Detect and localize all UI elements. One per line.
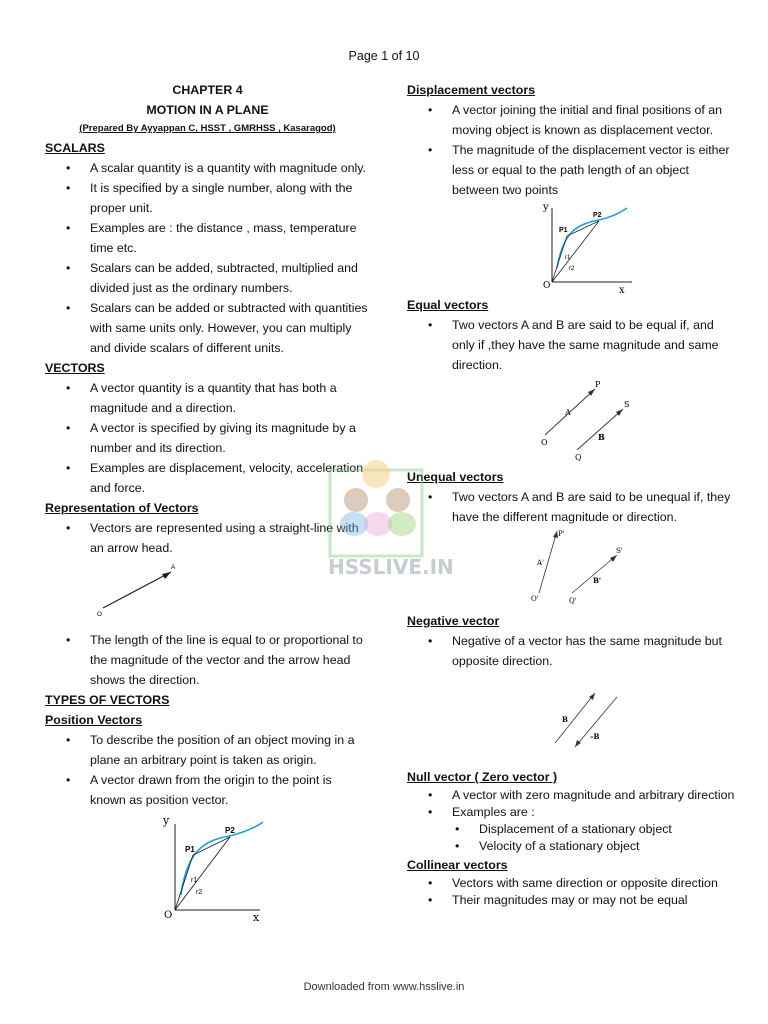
- unequal-vectors-figure: [407, 527, 737, 611]
- scalars-list: [45, 158, 370, 358]
- list-item: • Two vectors A and B are said to be unequal if, they have the different magnitude or direction.: [452, 487, 737, 527]
- fig-label-p: P': [558, 530, 565, 538]
- position-vectors-heading: Position Vectors: [45, 713, 143, 727]
- list-item: • Two vectors A and B are said to be equal if, and only if ,they have the same magnitude and same direction.: [452, 315, 737, 375]
- negative-vector-heading: Negative vector: [407, 614, 500, 628]
- fig-label-b: B': [593, 576, 602, 585]
- equal-vectors-figure: [407, 375, 737, 467]
- chapter-label: CHAPTER 4: [172, 83, 243, 97]
- fig-label-a: A': [537, 559, 544, 567]
- fig-p1: P1: [559, 227, 568, 234]
- list-item: • Examples are :: [452, 804, 737, 821]
- vector-arrow-figure: [45, 558, 370, 630]
- vectors-list: [45, 378, 370, 498]
- list-item: • A vector drawn from the origin to the point is known as position vector.: [90, 770, 370, 810]
- fig-label-end: A: [171, 564, 176, 571]
- fig-axis-y: y: [163, 814, 170, 827]
- fig-origin: O: [164, 910, 173, 921]
- list-item: • Velocity of a stationary object: [479, 838, 737, 855]
- equal-vectors-heading: Equal vectors: [407, 298, 489, 312]
- list-item: • Vectors with same direction or opposite direction: [452, 875, 737, 892]
- null-vector-examples: [407, 821, 737, 855]
- fig-label-origin: O: [97, 611, 103, 618]
- vectors-heading: VECTORS: [45, 361, 105, 375]
- unequal-vectors-list: [407, 487, 737, 527]
- list-item: • A vector quantity is a quantity that has both a magnitude and a direction.: [90, 378, 370, 418]
- fig-label-b: B: [562, 715, 568, 724]
- fig-label-q: Q': [569, 597, 577, 605]
- fig-label-o: O: [541, 438, 548, 447]
- fig-p2: P2: [225, 826, 235, 835]
- page-footer: Downloaded from www.hsslive.in: [303, 981, 465, 993]
- negative-vector-list: [407, 631, 737, 671]
- left-column: [45, 80, 370, 922]
- fig-label-a: A: [565, 408, 571, 417]
- list-item: • Their magnitudes may or may not be equal: [452, 892, 737, 909]
- list-item: • Negative of a vector has the same magnitude but opposite direction.: [452, 631, 737, 671]
- list-item: • A scalar quantity is a quantity with magnitude only.: [90, 158, 370, 178]
- list-item: • A vector with zero magnitude and arbitrary direction: [452, 787, 737, 804]
- null-vector-heading: Null vector ( Zero vector ): [407, 770, 558, 784]
- fig-label-o: O': [531, 595, 539, 603]
- representation-list-2: [45, 630, 370, 690]
- fig-axis-x: x: [619, 285, 625, 296]
- fig-label-p: P: [595, 380, 601, 389]
- fig-r2: r2: [196, 889, 203, 896]
- fig-p2: P2: [593, 212, 602, 219]
- prepared-by: (Prepared By Ayyappan C, HSST , GMRHSS , Kasaragod): [79, 123, 336, 134]
- fig-label-s: S: [624, 400, 630, 409]
- fig-axis-y: y: [543, 202, 549, 213]
- position-vectors-list: [45, 730, 370, 810]
- page-number: Page 1 of 10: [348, 49, 420, 63]
- unequal-vectors-heading: Unequal vectors: [407, 470, 504, 484]
- negative-vector-figure: [407, 671, 737, 767]
- list-item: • The magnitude of the displacement vector is either less or equal to the path length of an object between two points: [452, 140, 737, 200]
- fig-r1: r1: [565, 255, 571, 261]
- displacement-list: [407, 100, 737, 200]
- equal-vectors-list: [407, 315, 737, 375]
- fig-r2: r2: [569, 266, 575, 272]
- displacement-heading: Displacement vectors: [407, 83, 536, 97]
- list-item: • It is specified by a single number, along with the proper unit.: [90, 178, 370, 218]
- fig-axis-x: x: [253, 911, 260, 924]
- fig-label-s: S': [616, 547, 623, 555]
- fig-label-q: Q: [575, 453, 582, 462]
- right-column: [407, 80, 737, 909]
- list-item: • Scalars can be added or subtracted with quantities with same units only. However, you can multiply and divide scalars of different units.: [90, 298, 370, 358]
- fig-label-neg-b: –B: [590, 732, 600, 741]
- representation-heading: Representation of Vectors: [45, 501, 199, 515]
- list-item: • Displacement of a stationary object: [479, 821, 737, 838]
- fig-origin: O: [543, 281, 551, 291]
- list-item: • A vector is specified by giving its magnitude by a number and its direction.: [90, 418, 370, 458]
- collinear-vectors-heading: Collinear vectors: [407, 858, 508, 872]
- list-item: • Scalars can be added, subtracted, multiplied and divided just as the ordinary numbers.: [90, 258, 370, 298]
- null-vector-list: [407, 787, 737, 821]
- fig-p1: P1: [185, 845, 195, 854]
- displacement-figure: [407, 200, 737, 295]
- position-vector-figure: [45, 810, 370, 922]
- scalars-heading: SCALARS: [45, 141, 105, 155]
- list-item: • The length of the line is equal to or proportional to the magnitude of the vector and the arrow head shows the direction.: [90, 630, 370, 690]
- watermark-text: HSSLIVE.IN: [328, 555, 454, 579]
- fig-r1: r1: [191, 877, 198, 884]
- watermark-logo: [326, 450, 454, 580]
- list-item: • Examples are displacement, velocity, acceleration and force.: [90, 458, 370, 498]
- representation-list: [45, 518, 370, 558]
- chapter-title: MOTION IN A PLANE: [146, 103, 269, 117]
- collinear-vectors-list: [407, 875, 737, 909]
- types-heading: TYPES OF VECTORS: [45, 693, 170, 707]
- list-item: • Examples are : the distance , mass, temperature time etc.: [90, 218, 370, 258]
- list-item: • To describe the position of an object moving in a plane an arbitrary point is taken as origin.: [90, 730, 370, 770]
- fig-label-b: B: [598, 432, 605, 442]
- list-item: • Vectors are represented using a straight-line with an arrow head.: [90, 518, 370, 558]
- list-item: • A vector joining the initial and final positions of an moving object is known as displacement vector.: [452, 100, 737, 140]
